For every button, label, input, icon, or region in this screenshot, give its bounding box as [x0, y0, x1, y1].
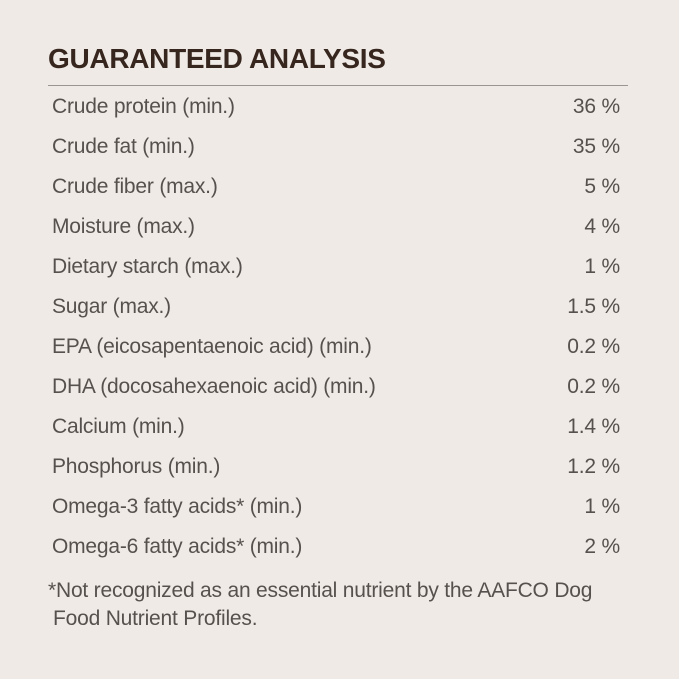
- nutrient-label: Calcium (min.): [52, 415, 185, 438]
- table-row: [48, 447, 628, 487]
- footnote-line: *Not recognized as an essential nutrient by the AAFCO Dog: [48, 579, 593, 602]
- nutrient-value: 0.2 %: [567, 335, 620, 358]
- nutrient-value: 1.2 %: [567, 455, 620, 478]
- nutrient-label: DHA (docosahexaenoic acid) (min.): [52, 375, 376, 398]
- table-row: [48, 487, 628, 527]
- nutrient-value: 1.5 %: [567, 295, 620, 318]
- nutrient-value: 4 %: [584, 215, 620, 238]
- nutrient-label: Crude fat (min.): [52, 135, 195, 158]
- nutrient-label: Crude protein (min.): [52, 95, 235, 118]
- nutrient-value: 1 %: [584, 255, 620, 278]
- table-row: [48, 127, 628, 167]
- nutrient-value: 0.2 %: [567, 375, 620, 398]
- nutrient-value: 5 %: [584, 175, 620, 198]
- table-row: [48, 287, 628, 327]
- nutrient-label: Crude fiber (max.): [52, 175, 218, 198]
- footnote: [48, 577, 631, 633]
- footnote-line: Food Nutrient Profiles.: [53, 607, 258, 630]
- table-row: [48, 247, 628, 287]
- nutrient-label: Sugar (max.): [52, 295, 171, 318]
- nutrient-value: 1.4 %: [567, 415, 620, 438]
- nutrient-value: 36 %: [572, 95, 620, 118]
- table-row: [48, 207, 628, 247]
- nutrient-value: 35 %: [572, 135, 620, 158]
- nutrient-label: Omega-6 fatty acids* (min.): [52, 535, 303, 558]
- table-row: [48, 327, 628, 367]
- title-divider: [48, 85, 628, 86]
- table-row: [48, 87, 628, 127]
- nutrient-label: Dietary starch (max.): [52, 255, 243, 278]
- table-row: [48, 167, 628, 207]
- table-row: [48, 407, 628, 447]
- nutrient-label: Moisture (max.): [52, 215, 195, 238]
- table-row: [48, 527, 628, 567]
- nutrient-value: 1 %: [584, 495, 620, 518]
- nutrient-label: Omega-3 fatty acids* (min.): [52, 495, 303, 518]
- page-title: GUARANTEED ANALYSIS: [48, 43, 386, 74]
- nutrient-table: [48, 87, 628, 567]
- nutrient-value: 2 %: [584, 535, 620, 558]
- table-row: [48, 367, 628, 407]
- nutrient-label: Phosphorus (min.): [52, 455, 221, 478]
- nutrient-label: EPA (eicosapentaenoic acid) (min.): [52, 335, 372, 358]
